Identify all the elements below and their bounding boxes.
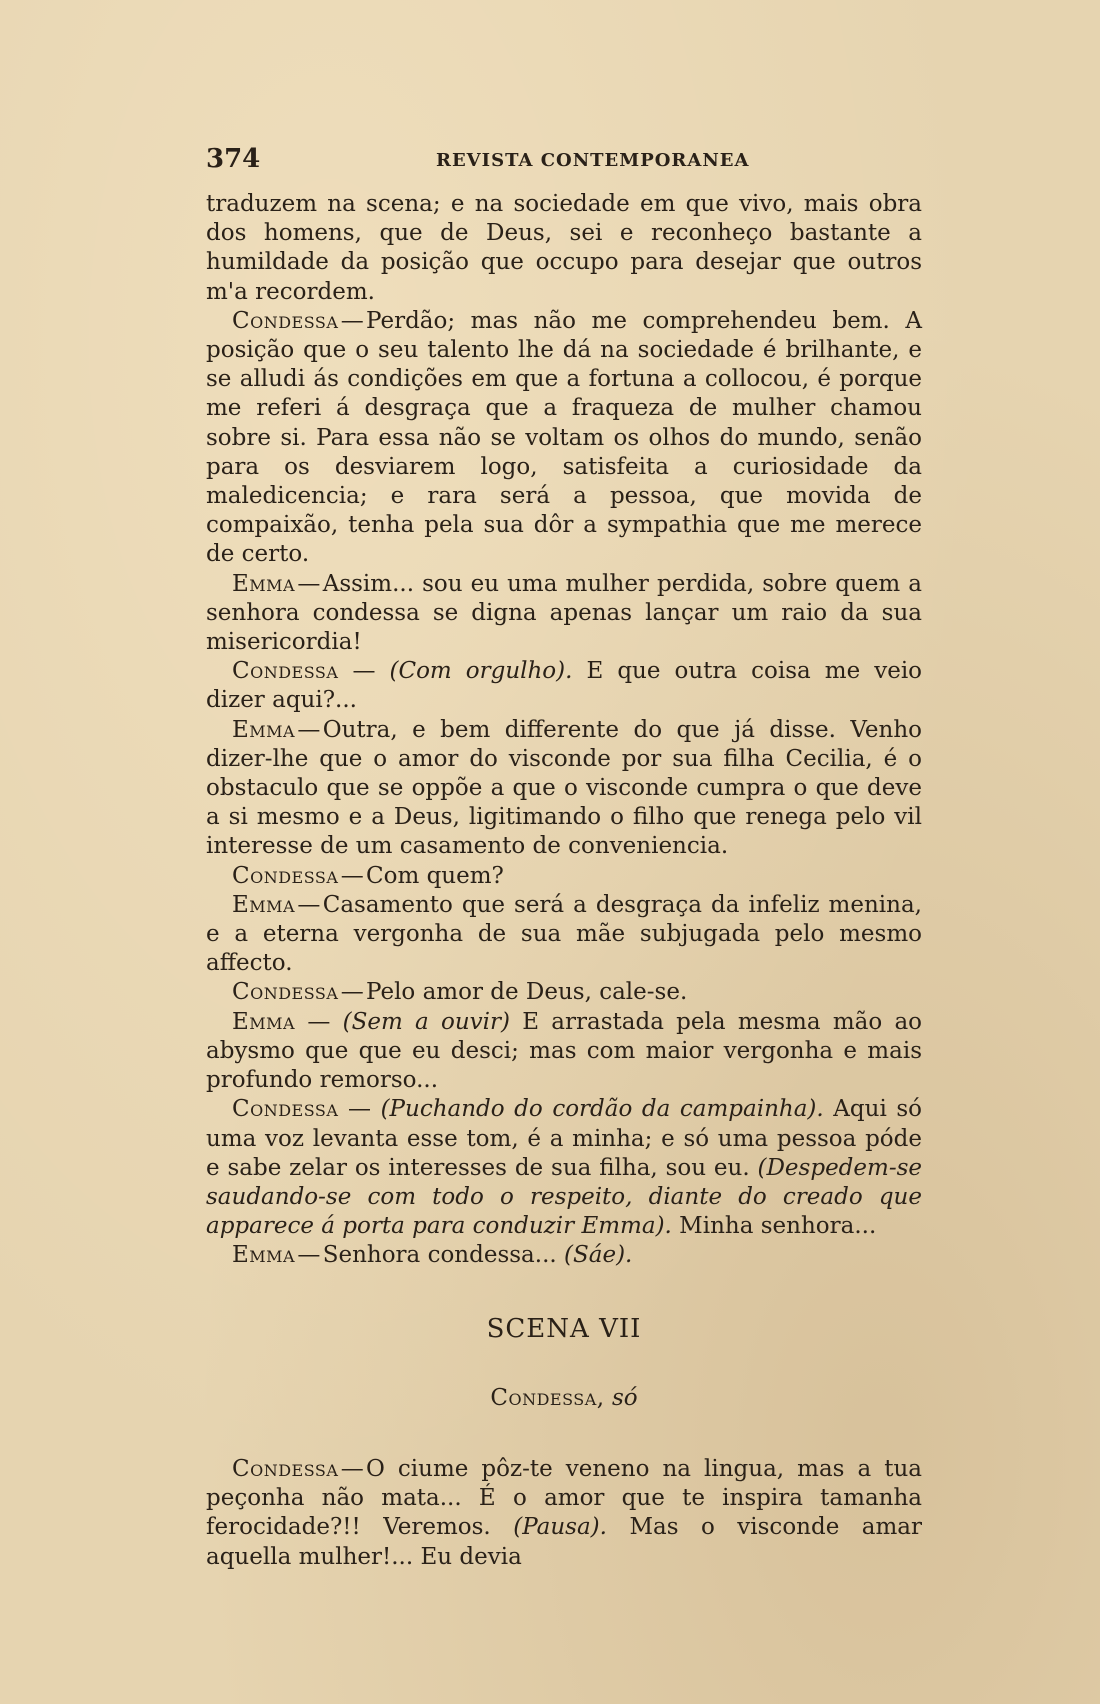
stage-direction: (Despedem-se saudando-se com todo o respeito, diante do creado que apparece á porta para conduzir Emma). — [206, 1154, 923, 1240]
dialogue-condessa: Condessa — Com quem? — [232, 862, 504, 889]
dialogue-text: Aqui só uma voz levanta esse tom, é a minha; e só uma pessoa póde e sabe zelar os interesses de sua filha, sou eu. — [206, 1096, 923, 1181]
dialogue-condessa: Condessa — Pelo amor de Deus, cale-se. — [232, 979, 688, 1006]
stage-direction: (Sáe). — [564, 1242, 633, 1269]
dialogue-text: Casamento que será a desgraça da infeliz menina, e a eterna vergonha de sua mãe subjugada pelo mesmo affecto. — [206, 891, 922, 977]
dialogue-text: Senhora condessa... — [322, 1242, 557, 1269]
dialogue-emma: Emma — Senhora condessa... (Sáe). — [232, 1242, 633, 1269]
dialogue-text: Minha senhora... — [679, 1213, 877, 1240]
stage-direction: (Sem a ouvir) — [342, 1008, 510, 1035]
dialogue-condessa: Condessa — Perdão; mas não me comprehendeu bem. A posição que o seu talento lhe dá na sociedade é brilhante, e se alludi ás condições em que a fortuna a collocou, é porque me referi á desgraça que a fraqueza de mulher chamou sobre si. Para essa não se voltam os olhos do mundo, senão para os desviarem logo, satisfeita a curiosidade da maledicencia; e rara será a pessoa, que movida de compaixão, tenha pela sua dôr a sympathia que me merece de certo. — [206, 307, 922, 568]
speaker-name: Emma — [232, 570, 296, 597]
dialogue-text: E que outra coisa me veio dizer aqui?... — [206, 658, 923, 714]
stage-direction: (Com orgulho). — [389, 658, 573, 685]
scene-characters — [206, 1384, 922, 1413]
dialogue-text: Assim... sou eu uma mulher perdida, sobre quem a senhora condessa se digna apenas lançar um raio da sua misericordia! — [206, 570, 922, 656]
scene-character-name: Condessa, — [490, 1384, 605, 1411]
speaker-name: Condessa — [232, 307, 339, 334]
speaker-name: Emma — [232, 891, 296, 918]
stage-direction: (Pausa). — [513, 1514, 607, 1541]
dialogue-text: Outra, e bem differente do que já disse. Venho dizer-lhe que o amor do visconde por sua filha Cecilia, é o obstaculo que se oppõe a que o visconde cumpra o que deve a si mesmo e a Deus, ligitimando o filho que renega pelo vil interesse de um casamento de conveniencia. — [206, 716, 922, 860]
speaker-name: Emma — [232, 716, 296, 743]
running-head — [206, 144, 926, 176]
speaker-name: Condessa — [232, 1455, 339, 1482]
dialogue-condessa: Condessa — (Com orgulho). E que outra coisa me veio dizer aqui?... — [206, 658, 923, 714]
dialogue-text: O ciume pôz-te veneno na lingua, mas a tua peçonha não mata... É o amor que te inspira tamanha ferocidade?!! Veremos. — [206, 1455, 922, 1541]
journal-title: REVISTA CONTEMPORANEA — [436, 150, 750, 171]
page-number: 374 — [206, 144, 261, 174]
speaker-name: Condessa — [232, 979, 339, 1006]
speaker-name: Emma — [232, 1242, 296, 1269]
dialogue-text: Perdão; mas não me comprehendeu bem. A posição que o seu talento lhe dá na sociedade é brilhante, e se alludi ás condições em que a fortuna a collocou, é porque me referi á desgraça que a fraqueza de mulher chamou sobre si. Para essa não se voltam os olhos do mundo, senão para os desviarem logo, satisfeita a curiosidade da maledicencia; e rara será a pessoa, que movida de compaixão, tenha pela sua dôr a sympathia que me merece de certo. — [206, 307, 922, 568]
dialogue-emma: Emma — (Sem a ouvir) E arrastada pela mesma mão ao abysmo que que eu desci; mas com maior vergonha e mais profundo remorso... — [206, 1008, 923, 1094]
speaker-name: Condessa — [232, 658, 339, 685]
dialogue-text: E arrastada pela mesma mão ao abysmo que que eu desci; mas com maior vergonha e mais profundo remorso... — [206, 1008, 923, 1094]
dialogue-text: Com quem? — [366, 862, 504, 889]
paragraph-text: traduzem na scena; e na sociedade em que vivo, mais obra dos homens, que de Deus, sei e reconheço bastante a humildade da posição que occupo para desejar que outros m'a recordem. — [206, 191, 922, 305]
dialogue-condessa: Condessa — O ciume pôz-te veneno na lingua, mas a tua peçonha não mata... É o amor que te inspira tamanha ferocidade?!! Veremos. (Pausa). Mas o visconde amar aquella mulher!... Eu devia — [206, 1455, 923, 1570]
stage-direction: (Puchando do cordão da campainha). — [380, 1096, 824, 1123]
dialogue-emma: Emma — Assim... sou eu uma mulher perdida, sobre quem a senhora condessa se digna apenas lançar um raio da sua misericordia! — [206, 570, 922, 656]
dialogue-text: Mas o visconde amar aquella mulher!... Eu devia — [206, 1514, 923, 1570]
dialogue-text: Pelo amor de Deus, cale-se. — [366, 979, 688, 1006]
scene-character-note: só — [611, 1384, 638, 1411]
text-body — [206, 190, 922, 1572]
speaker-name: Condessa — [232, 1096, 339, 1123]
dialogue-emma: Emma — Outra, e bem differente do que já disse. Venho dizer-lhe que o amor do visconde por sua filha Cecilia, é o obstaculo que se oppõe a que o visconde cumpra o que deve a si mesmo e a Deus, ligitimando o filho que renega pelo vil interesse de um casamento de conveniencia. — [206, 716, 922, 860]
scene-heading: SCENA VII — [486, 1313, 642, 1344]
dialogue-condessa: Condessa — (Puchando do cordão da campainha). Aqui só uma voz levanta esse tom, é a minha; e só uma pessoa póde e sabe zelar os interesses de sua filha, sou eu. (Despedem-se saudando-se com todo o respeito, diante do creado que apparece á porta para conduzir Emma). Minha senhora... — [206, 1096, 923, 1240]
paragraph-continuation — [206, 190, 922, 307]
dialogue-emma: Emma — Casamento que será a desgraça da infeliz menina, e a eterna vergonha de sua mãe subjugada pelo mesmo affecto. — [206, 891, 922, 977]
speaker-name: Emma — [232, 1008, 296, 1035]
speaker-name: Condessa — [232, 862, 339, 889]
